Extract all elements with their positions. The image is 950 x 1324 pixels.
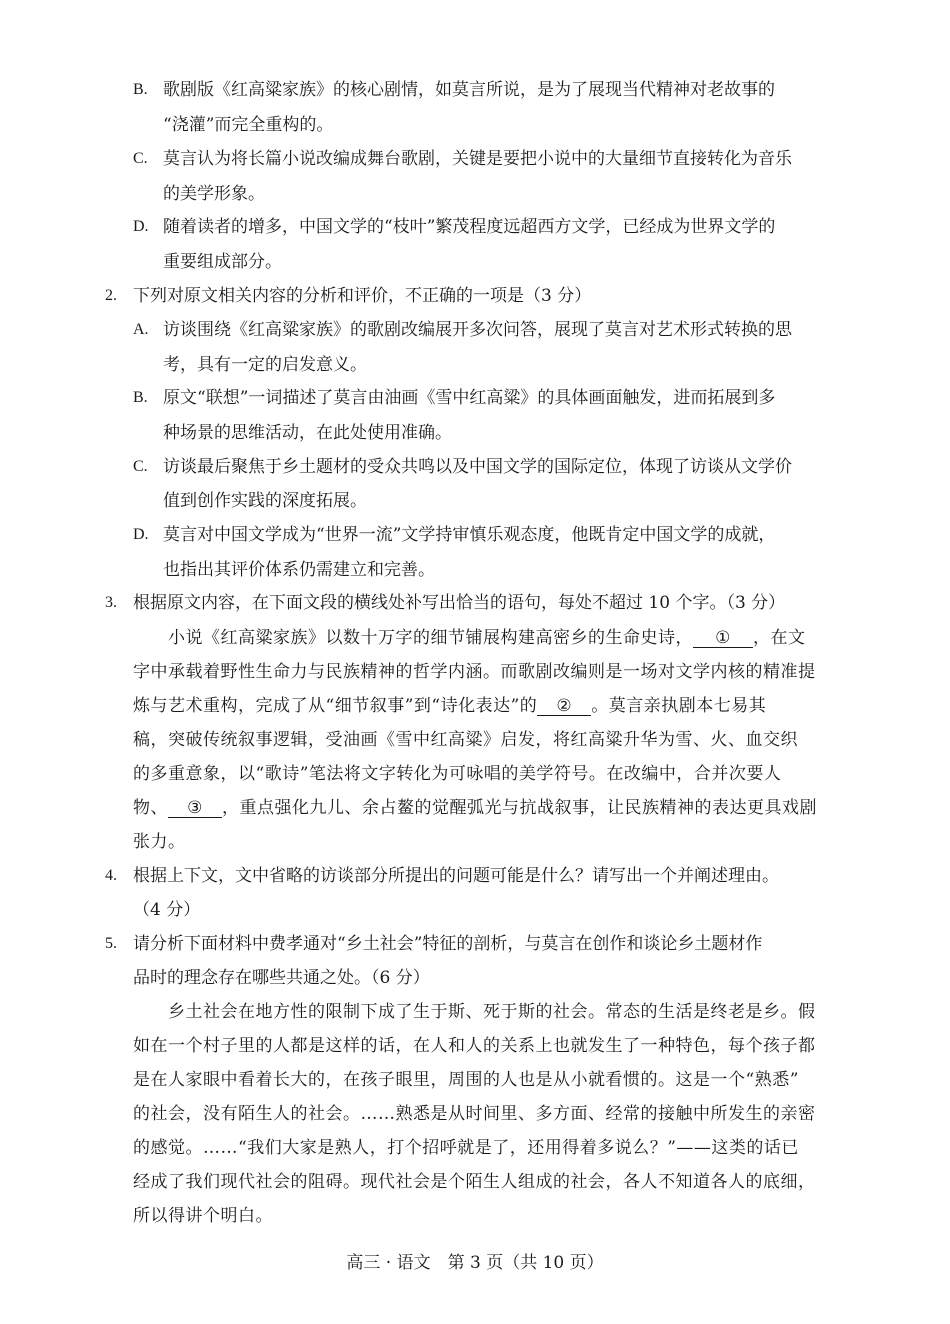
question-number: 2. [105,287,117,304]
passage-line: 的多重意象，以“歌诗”笔法将文字转化为可咏唱的美学符号。在改编中，合并次要人 [133,764,782,784]
option-text: 的美学形象。 [163,184,265,204]
passage-line: 小说《红高粱家族》以数十万字的细节铺展构建高密乡的生命史诗， ① ，在文 [168,628,806,648]
passage-line: 稿，突破传统叙事逻辑，受油画《雪中红高粱》启发，将红高粱升华为雪、火、血交织 [133,730,798,750]
answer-blank-2[interactable]: ② [537,697,591,716]
question-number: 3. [105,594,117,611]
option-label: D. [133,218,149,235]
option-label: C. [133,458,148,475]
option-text: 莫言对中国文学成为“世界一流”文学持审慎乐观态度，他既肯定中国文学的成就， [163,525,776,545]
option-text: 随着读者的增多，中国文学的“枝叶”繁茂程度远超西方文学，已经成为世界文学的 [163,217,776,237]
option-label: C. [133,150,148,167]
material-line: 经成了我们现代社会的阻碍。现代社会是个陌生人组成的社会，各人不知道各人的底细， [133,1172,816,1192]
option-text: 重要组成部分。 [163,252,282,272]
option-label: B. [133,81,148,98]
question-stem: （4 分） [133,900,201,920]
question-stem: 请分析下面材料中费孝通对“乡土社会”特征的剖析，与莫言在创作和谈论乡土题材作 [133,934,763,954]
option-label: D. [133,526,149,543]
question-stem: 根据原文内容，在下面文段的横线处补写出恰当的语句，每处不超过 10 个字。（3 分） [133,593,786,613]
material-line: 是在人家眼中看着长大的，在孩子眼里，周围的人也是从小就看惯的。这是一个“熟悉” [133,1070,799,1090]
question-number: 4. [105,867,117,884]
option-text: 原文“联想”一词描述了莫言由油画《雪中红高粱》的具体画面触发，进而拓展到多 [163,388,776,408]
option-text: 莫言认为将长篇小说改编成舞台歌剧，关键是要把小说中的大量细节直接转化为音乐 [163,149,792,169]
passage-line: 物、 ③ ，重点强化九儿、余占鳌的觉醒弧光与抗战叙事，让民族精神的表达更具戏剧 [133,798,817,818]
option-text: 歌剧版《红高粱家族》的核心剧情，如莫言所说，是为了展现当代精神对老故事的 [163,80,775,100]
option-text: 种场景的思维活动，在此处使用准确。 [163,423,452,443]
material-line: 乡土社会在地方性的限制下成了生于斯、死于斯的社会。常态的生活是终老是乡。假 [168,1002,816,1022]
answer-blank-1[interactable]: ① [693,629,753,648]
material-line: 所以得讲个明白。 [133,1206,273,1226]
material-line: 的社会，没有陌生人的社会。……熟悉是从时间里、多方面、经常的接触中所发生的亲密 [133,1104,816,1124]
answer-blank-3[interactable]: ③ [168,799,222,818]
passage-line: 张力。 [133,832,186,852]
passage-line: 字中承载着野性生命力与民族精神的哲学内涵。而歌剧改编则是一场对文学内核的精准提 [133,662,816,682]
option-text: 访谈最后聚焦于乡土题材的受众共鸣以及中国文学的国际定位，体现了访谈从文学价 [163,457,792,477]
option-text: 值到创作实践的深度拓展。 [163,491,367,511]
passage-line: 炼与艺术重构，完成了从“细节叙事”到“诗化表达”的 ② 。莫言亲执剧本七易其 [133,696,767,716]
page-footer: 高三 · 语文 第 3 页（共 10 页） [346,1253,604,1273]
question-stem: 品时的理念存在哪些共通之处。（6 分） [133,968,430,988]
option-text: 考，具有一定的启发意义。 [163,355,367,375]
material-line: 的感觉。……“我们大家是熟人，打个招呼就是了，还用得着多说么？”——这类的话已 [133,1138,799,1158]
question-number: 5. [105,935,117,952]
option-label: A. [133,321,149,338]
question-stem: 下列对原文相关内容的分析和评价，不正确的一项是（3 分） [133,286,592,306]
question-stem: 根据上下文，文中省略的访谈部分所提出的问题可能是什么？请写出一个并阐述理由。 [133,866,779,886]
option-text: 访谈围绕《红高粱家族》的歌剧改编展开多次问答，展现了莫言对艺术形式转换的思 [163,320,792,340]
option-text: 也指出其评价体系仍需建立和完善。 [163,560,435,580]
option-label: B. [133,389,148,406]
material-line: 如在一个村子里的人都是这样的话，在人和人的关系上也就发生了一种特色，每个孩子都 [133,1036,816,1056]
option-text: “浇灌”而完全重构的。 [163,115,334,135]
